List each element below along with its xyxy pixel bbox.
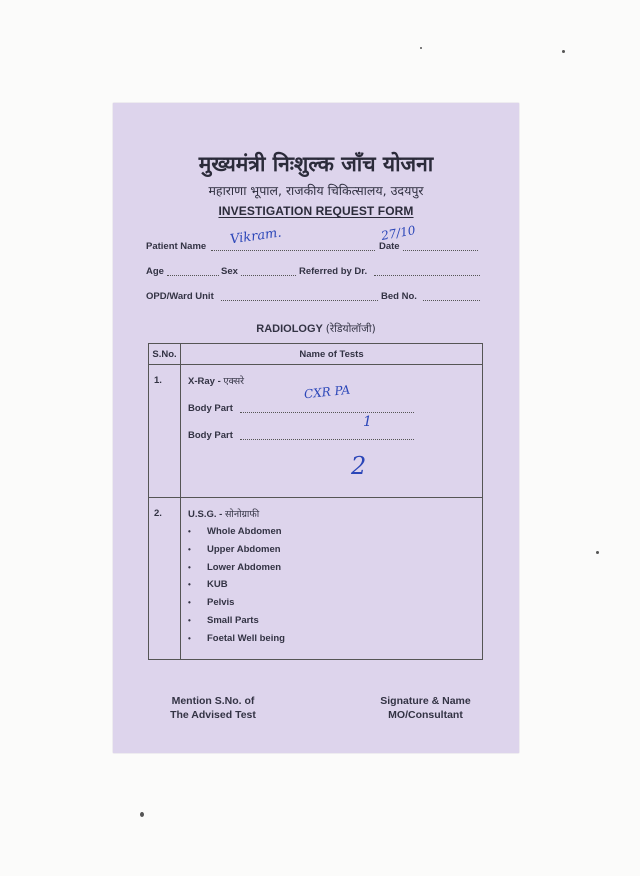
age-label: Age [146, 266, 164, 277]
radiology-title: RADIOLOGY [256, 323, 323, 335]
hospital-name: महाराणा भूपाल, राजकीय चिकित्सालय, उदयपुर [208, 183, 424, 198]
usg-options-list [188, 526, 285, 651]
sex-field[interactable] [241, 267, 296, 276]
usg-title: U.S.G. - सोनोग्राफी [188, 509, 260, 520]
list-item[interactable]: • Pelvis [188, 597, 235, 609]
list-item[interactable]: • Upper Abdomen [188, 543, 281, 555]
list-item[interactable]: • Small Parts [188, 614, 259, 626]
referred-by-field[interactable] [374, 267, 480, 276]
body-part-field-1[interactable] [240, 404, 414, 413]
bullet-icon: • [188, 633, 191, 643]
radiology-title-hindi: (रेडियोलॉजी) [325, 323, 376, 335]
signature-block: Signature & Name MO/Consultant [380, 695, 471, 721]
scan-speck [420, 47, 422, 49]
bullet-icon: • [188, 598, 191, 608]
table-row [149, 365, 483, 498]
bullet-icon: • [188, 615, 191, 625]
body-part-value-1: CXR PA [303, 382, 351, 402]
handwritten-mark: 2 [351, 452, 367, 480]
scan-speck [140, 812, 144, 817]
bullet-icon: • [188, 580, 191, 590]
sex-label: Sex [221, 266, 238, 277]
body-part-field-2[interactable] [240, 431, 414, 440]
list-item[interactable]: • Lower Abdomen [188, 561, 282, 573]
list-item[interactable]: • KUB [188, 579, 228, 591]
body-part-label: Body Part [188, 430, 233, 441]
bed-no-field[interactable] [423, 292, 480, 301]
list-item[interactable]: • Foetal Well being [188, 632, 285, 644]
xray-cell [181, 365, 483, 498]
bullet-icon: • [188, 562, 191, 572]
patient-name-label: Patient Name [146, 241, 207, 252]
age-field[interactable] [167, 267, 219, 276]
scheme-title: मुख्यमंत्री निःशुल्क जाँच योजना [198, 152, 434, 176]
tests-table [148, 343, 483, 660]
bullet-icon: • [188, 527, 191, 536]
xray-title: X-Ray - एक्सरे [188, 376, 245, 387]
table-row [149, 498, 483, 660]
usg-cell [181, 498, 483, 660]
bed-no-label: Bed No. [381, 291, 417, 302]
bullet-icon: • [188, 544, 191, 554]
opd-ward-label: OPD/Ward Unit [146, 291, 214, 302]
sno-header: S.No. [149, 344, 181, 365]
body-part-value-2: 1 [363, 414, 372, 430]
mention-sno-note: Mention S.No. of The Advised Test [170, 695, 256, 721]
list-item[interactable]: • Whole Abdomen [188, 526, 282, 537]
scan-speck [596, 551, 599, 554]
radiology-section-title [113, 322, 519, 336]
referred-by-label: Referred by Dr. [299, 266, 368, 277]
patient-name-value: Vikram. [229, 225, 283, 248]
date-field[interactable] [403, 242, 478, 251]
date-label: Date [379, 241, 400, 252]
row-number: 1. [149, 365, 181, 498]
tests-header: Name of Tests [181, 344, 483, 365]
opd-ward-field[interactable] [221, 292, 378, 301]
scan-speck [562, 50, 565, 53]
date-value: 27/10 [380, 223, 417, 243]
row-number: 2. [149, 498, 181, 660]
investigation-request-form [113, 103, 519, 753]
body-part-label: Body Part [188, 403, 233, 414]
form-title: INVESTIGATION REQUEST FORM [218, 204, 414, 218]
